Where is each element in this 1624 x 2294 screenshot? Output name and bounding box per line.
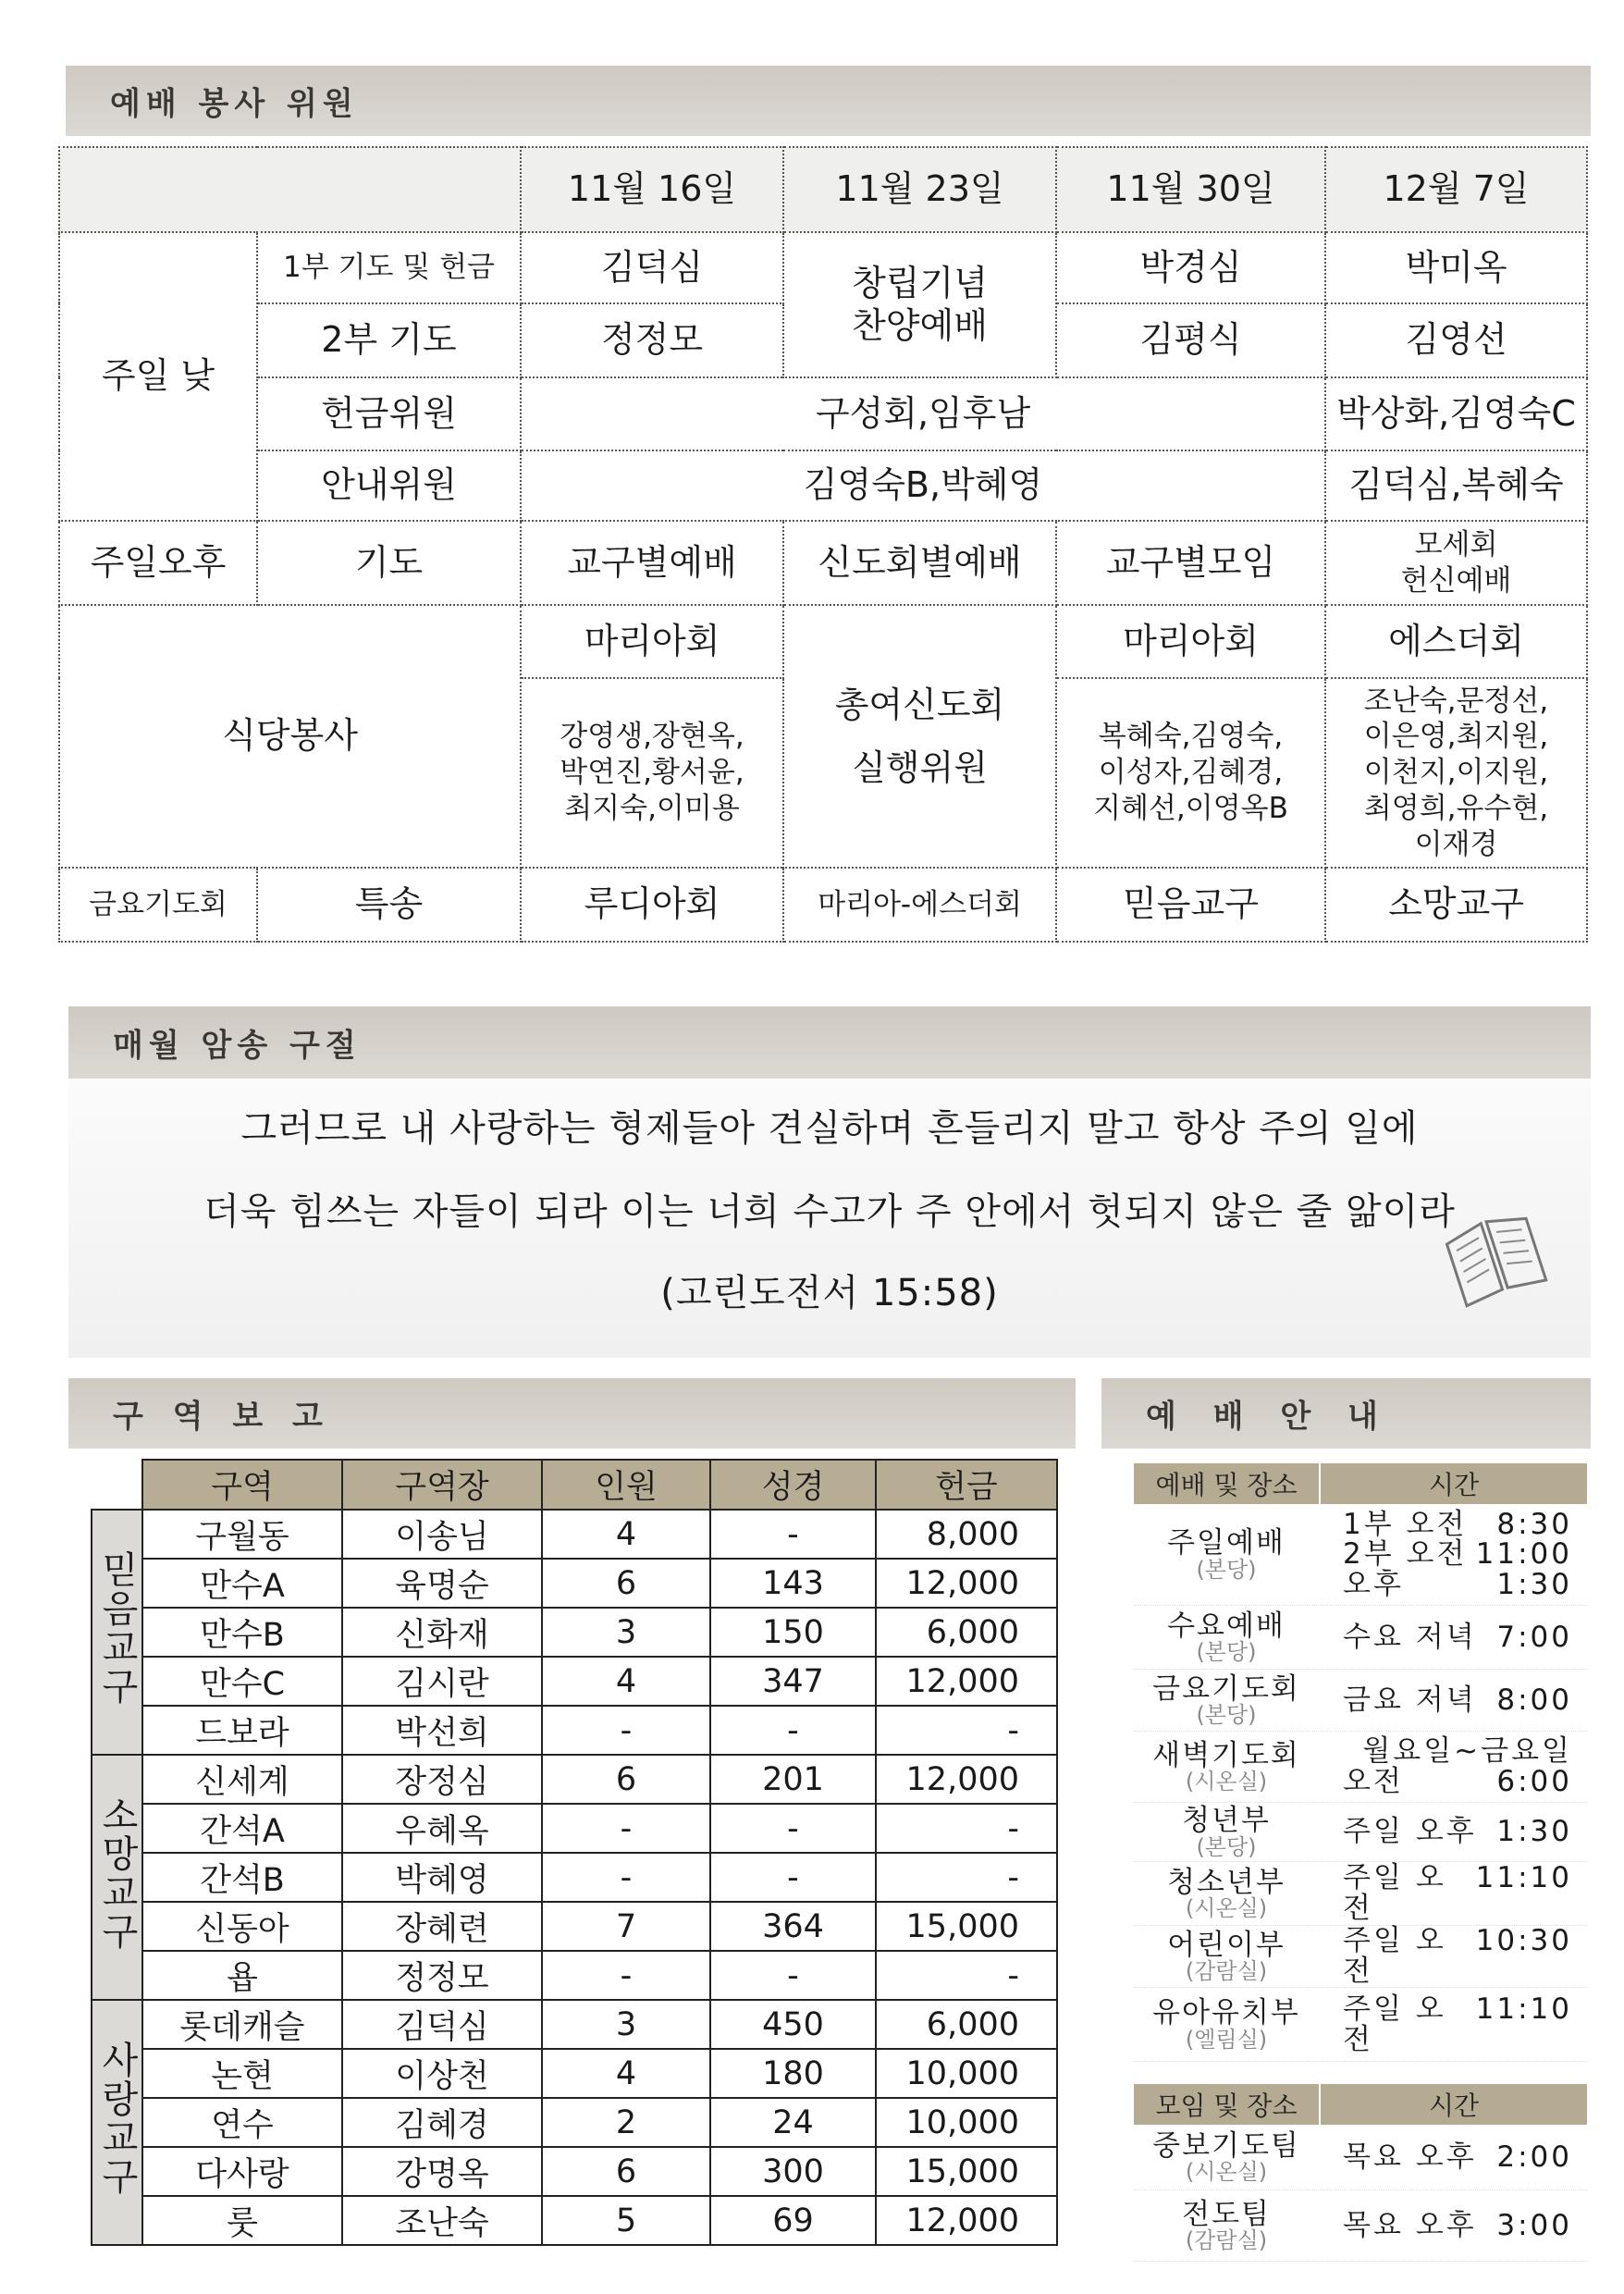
time-value: 10:30 [1475,1924,1572,1958]
members: 3 [542,2000,710,2049]
leader: 김혜경 [342,2098,542,2147]
time-line [1319,1539,1587,1570]
cell: 박경심 [1056,232,1325,303]
row-label: 헌금위원 [257,377,521,450]
column-header: 시간 [1428,1470,1480,1500]
offering: 12,000 [876,1657,1057,1706]
cell: 김영숙B,박혜영 [521,450,1325,521]
service-time-cell [1319,1732,1587,1802]
cell: 창립기념 찬양예배 [783,232,1056,377]
service-time-cell [1319,2190,1587,2261]
offering: 10,000 [876,2049,1057,2098]
service-name-cell [1134,2125,1319,2189]
leader: 김덕심 [342,2000,542,2049]
table-row [92,2000,1057,2049]
offering: 15,000 [876,2147,1057,2196]
leader: 김시란 [342,1657,542,1706]
offering: - [876,1853,1057,1902]
service-name: 중보기도팀 [1152,2128,1300,2163]
zone-name: 신세계 [142,1755,342,1804]
service-place: (본당) [1196,1702,1257,1729]
table-row [92,1804,1057,1853]
bible: 24 [710,2098,876,2147]
service-name: 수요예배 [1167,1609,1286,1643]
zone-name: 만수C [142,1657,342,1706]
time-label: 금요 저녁 [1343,1683,1477,1717]
service-name: 금요기도회 [1152,1671,1300,1706]
verse-line: 더욱 힘쓰는 자들이 되라 이는 너희 수고가 주 안에서 헛되지 않은 줄 앎이라 [203,1190,1456,1233]
column-header: 시간 [1428,2090,1480,2121]
service-name-cell [1134,1862,1319,1925]
service-place: (시온실) [1185,1769,1268,1795]
zone-name: 만수A [142,1559,342,1608]
section-title: 구 역 보 고 [113,1398,332,1436]
time-value: 2:00 [1496,2140,1572,2174]
service-staff-header [66,66,1591,136]
leader: 이송님 [342,1510,542,1559]
bible: 201 [710,1755,876,1804]
members: 2 [542,2098,710,2147]
memory-verse-header [68,1006,1591,1079]
service-place: (시온실) [1185,1895,1268,1922]
service-name: 어린이부 [1167,1928,1286,1962]
service-place: (엘림실) [1185,2026,1268,2053]
time-value: 8:30 [1496,1507,1572,1541]
service-name-cell [1134,1504,1319,1605]
leader: 육명순 [342,1559,542,1608]
table-row [92,1853,1057,1902]
worship-guide-header [1101,1378,1591,1449]
zone-name: 다사랑 [142,2147,342,2196]
cell: 김영선 [1325,303,1587,377]
row-group-label: 주일 낮 [59,232,257,521]
service-name-cell [1134,1803,1319,1861]
spacer [1134,2062,1587,2084]
cell: 마리아-에스더회 [783,868,1056,942]
section-title: 매월 암송 구절 [113,1027,362,1065]
date-header: 11월 30일 [1056,147,1325,232]
service-time-cell [1319,1670,1587,1731]
section-title: 예배 봉사 위원 [110,85,359,123]
time-label: 2부 오전 [1343,1537,1468,1572]
list-item [1134,1803,1587,1862]
members: 4 [542,1657,710,1706]
members: - [542,1706,710,1755]
time-line [1319,1926,1587,1986]
time-label: 1부 오전 [1343,1507,1468,1541]
time-line [1319,1622,1587,1653]
time-value: 7:00 [1496,1620,1572,1654]
table-row [92,1706,1057,1755]
service-time-cell [1319,2125,1587,2189]
cell: 조난숙,문정선, 이은영,최지원, 이천지,이지원, 최영희,유수현, 이재경 [1325,678,1587,868]
bible: 300 [710,2147,876,2196]
zone-name: 구월동 [142,1510,342,1559]
table-row [92,2049,1057,2098]
time-label: 월요일~금요일 [1362,1734,1572,1769]
time-value: 3:00 [1496,2208,1572,2242]
service-name: 새벽기도회 [1152,1738,1300,1772]
cell: 루디아회 [521,868,783,942]
service-name: 청년부 [1182,1804,1271,1838]
service-time-cell [1319,1862,1587,1925]
list-item [1134,1504,1587,1606]
members: 6 [542,2147,710,2196]
cell: 교구별예배 [521,521,783,605]
leader: 장혜련 [342,1902,542,1951]
leader: 우혜옥 [342,1804,542,1853]
cell: 박상화,김영숙C [1325,377,1587,450]
service-time-cell [1319,1988,1587,2061]
time-value: 11:00 [1475,1537,1572,1572]
column-header: 예배 및 장소 [1134,1463,1321,1504]
bible: 143 [710,1559,876,1608]
list-item [1134,1988,1587,2062]
date-header: 12월 7일 [1325,147,1587,232]
zone-name: 룻 [142,2196,342,2245]
bible: - [710,1706,876,1755]
time-line [1319,1767,1587,1797]
service-name-cell [1134,1926,1319,1987]
service-name-cell [1134,1606,1319,1669]
offering: 6,000 [876,1608,1057,1657]
time-line [1319,2142,1587,2173]
leader: 신화재 [342,1608,542,1657]
zone-name: 연수 [142,2098,342,2147]
column-header: 구역 [142,1460,342,1510]
members: - [542,1804,710,1853]
zone-name: 신동아 [142,1902,342,1951]
service-place: (감람실) [1185,2227,1268,2254]
members: 6 [542,1755,710,1804]
list-item [1134,1862,1587,1926]
table-row [92,2147,1057,2196]
time-value: 1:30 [1496,1815,1572,1849]
cell: 김덕심,복혜숙 [1325,450,1587,521]
cell: 신도회별예배 [783,521,1056,605]
time-value: 11:10 [1475,1992,1572,2026]
table-header [1134,2084,1587,2125]
members: - [542,1951,710,2000]
time-label: 주일 오전 [1343,1992,1446,2056]
table-row [92,1951,1057,2000]
bible: - [710,1804,876,1853]
members: 4 [542,2049,710,2098]
column-header: 모임 및 장소 [1134,2084,1321,2125]
corner-cell [59,147,521,232]
service-place: (시온실) [1185,2159,1268,2186]
time-label: 주일 오후 [1343,1815,1477,1849]
offering: - [876,1951,1057,2000]
table-row [92,1510,1057,1559]
table-row [92,2196,1057,2245]
time-line [1319,1736,1587,1767]
cell: 정정모 [521,303,783,377]
row-label: 기도 [257,521,521,605]
bible: 69 [710,2196,876,2245]
service-time-cell [1319,1926,1587,1987]
group-label: 소망교구 [95,1795,139,1951]
list-item [1134,2190,1587,2262]
leader: 정정모 [342,1951,542,2000]
table-row [92,1755,1057,1804]
table-header [1134,1463,1587,1504]
table-row [92,1902,1057,1951]
cell: 김평식 [1056,303,1325,377]
list-item [1134,1670,1587,1732]
zone-name: 만수B [142,1608,342,1657]
offering: 6,000 [876,2000,1057,2049]
leader: 박혜영 [342,1853,542,1902]
offering: 15,000 [876,1902,1057,1951]
time-line [1319,1567,1587,1601]
time-line [1319,1507,1587,1541]
service-name: 청소년부 [1167,1865,1286,1899]
row-group-label: 주일오후 [59,521,257,605]
column-header: 인원 [542,1460,710,1510]
zone-report-header [68,1378,1076,1449]
row-label: 1부 기도 및 헌금 [257,232,521,303]
zone-name: 롯데캐슬 [142,2000,342,2049]
time-label: 목요 오후 [1343,2208,1477,2242]
time-label: 주일 오전 [1343,1924,1446,1988]
table-row [92,1559,1057,1608]
group-label: 사랑교구 [95,2041,139,2196]
memory-verse-box [68,1079,1591,1358]
row-label: 특송 [257,868,521,942]
bible: 180 [710,2049,876,2098]
service-name: 유아유치부 [1152,1996,1300,2030]
members: 3 [542,1608,710,1657]
members: 7 [542,1902,710,1951]
service-time-cell [1319,1606,1587,1669]
offering: - [876,1706,1057,1755]
cell: 김덕심 [521,232,783,303]
cell: 구성회,임후남 [521,377,1325,450]
list-item [1134,1606,1587,1670]
time-line [1319,1685,1587,1716]
list-item [1134,2125,1587,2190]
time-line [1319,1817,1587,1847]
service-name-cell [1134,2190,1319,2261]
time-value: 11:10 [1475,1861,1572,1895]
table-row [92,1657,1057,1706]
zone-name: 간석B [142,1853,342,1902]
offering: 12,000 [876,1755,1057,1804]
time-label: 주일 오전 [1343,1861,1446,1925]
leader: 조난숙 [342,2196,542,2245]
service-place: (본당) [1196,1833,1257,1860]
service-time-cell [1319,1803,1587,1861]
service-name: 전도팀 [1182,2197,1271,2231]
bible: - [710,1510,876,1559]
leader: 강명옥 [342,2147,542,2196]
group-cell [92,2000,142,2245]
zone-name: 드보라 [142,1706,342,1755]
column-header: 성경 [710,1460,876,1510]
group-label: 믿음교구 [95,1550,139,1706]
group-cell [92,1510,142,1755]
cell: 모세회 헌신예배 [1325,521,1587,605]
time-value: 6:00 [1496,1765,1572,1798]
column-header: 구역장 [342,1460,542,1510]
row-label: 안내위원 [257,450,521,521]
zone-name: 논현 [142,2049,342,2098]
service-name: 주일예배 [1167,1526,1286,1560]
leader: 장정심 [342,1755,542,1804]
cell: 박미옥 [1325,232,1587,303]
date-header: 11월 23일 [783,147,1056,232]
offering: 8,000 [876,1510,1057,1559]
time-label: 수요 저녁 [1343,1620,1477,1654]
offering: 12,000 [876,1559,1057,1608]
time-value: 8:00 [1496,1683,1572,1717]
members: 5 [542,2196,710,2245]
time-line [1319,1863,1587,1923]
table-row [92,1608,1057,1657]
service-time-cell [1319,1504,1587,1605]
zone-name: 간석A [142,1804,342,1853]
members: 6 [542,1559,710,1608]
cell: 총여신도회 실행위원 [783,605,1056,868]
row-group-label: 금요기도회 [59,868,257,942]
time-label: 목요 오후 [1343,2140,1477,2174]
service-place: (본당) [1196,1556,1257,1583]
bible: 150 [710,1608,876,1657]
offering: 12,000 [876,2196,1057,2245]
time-line [1319,2208,1587,2242]
cell: 마리아회 [521,605,783,678]
service-name-cell [1134,1988,1319,2061]
worship-guide-table [1134,1463,1587,2262]
offering: - [876,1804,1057,1853]
leader: 이상천 [342,2049,542,2098]
list-item [1134,1926,1587,1988]
time-line [1319,1994,1587,2054]
verse-reference: (고린도전서 15:58) [660,1272,999,1314]
bible: 347 [710,1657,876,1706]
time-label: 오전 [1343,1765,1404,1798]
time-value: 1:30 [1496,1567,1572,1601]
service-place: (감람실) [1185,1958,1268,1985]
zone-name: 욥 [142,1951,342,2000]
service-name-cell [1134,1732,1319,1802]
service-staff-table [58,146,1588,943]
group-cell [92,1755,142,2000]
service-place: (본당) [1196,1639,1257,1666]
date-header: 11월 16일 [521,147,783,232]
cell: 교구별모임 [1056,521,1325,605]
header-row [92,1460,1057,1510]
time-label: 오후 [1343,1567,1404,1601]
corner-cell [92,1460,142,1510]
bible: - [710,1853,876,1902]
cell: 복혜숙,김영숙, 이성자,김혜경, 지혜선,이영옥B [1056,678,1325,868]
offering: 10,000 [876,2098,1057,2147]
cell: 마리아회 [1056,605,1325,678]
verse-line: 그러므로 내 사랑하는 형제들아 견실하며 흔들리지 말고 항상 주의 일에 [240,1107,1419,1150]
bible: - [710,1951,876,2000]
cell: 강영생,장현옥, 박연진,황서윤, 최지숙,이미용 [521,678,783,868]
members: - [542,1853,710,1902]
table-row [92,2098,1057,2147]
cell: 소망교구 [1325,868,1587,942]
service-name-cell [1134,1670,1319,1731]
row-label: 2부 기도 [257,303,521,377]
section-title: 예 배 안 내 [1146,1398,1391,1436]
bible: 364 [710,1902,876,1951]
cell: 에스더회 [1325,605,1587,678]
cell: 믿음교구 [1056,868,1325,942]
zone-report-table [91,1459,1058,2246]
bible: 450 [710,2000,876,2049]
column-header: 헌금 [876,1460,1057,1510]
list-item [1134,1732,1587,1803]
row-group-label: 식당봉사 [59,605,521,868]
leader: 박선희 [342,1706,542,1755]
members: 4 [542,1510,710,1559]
